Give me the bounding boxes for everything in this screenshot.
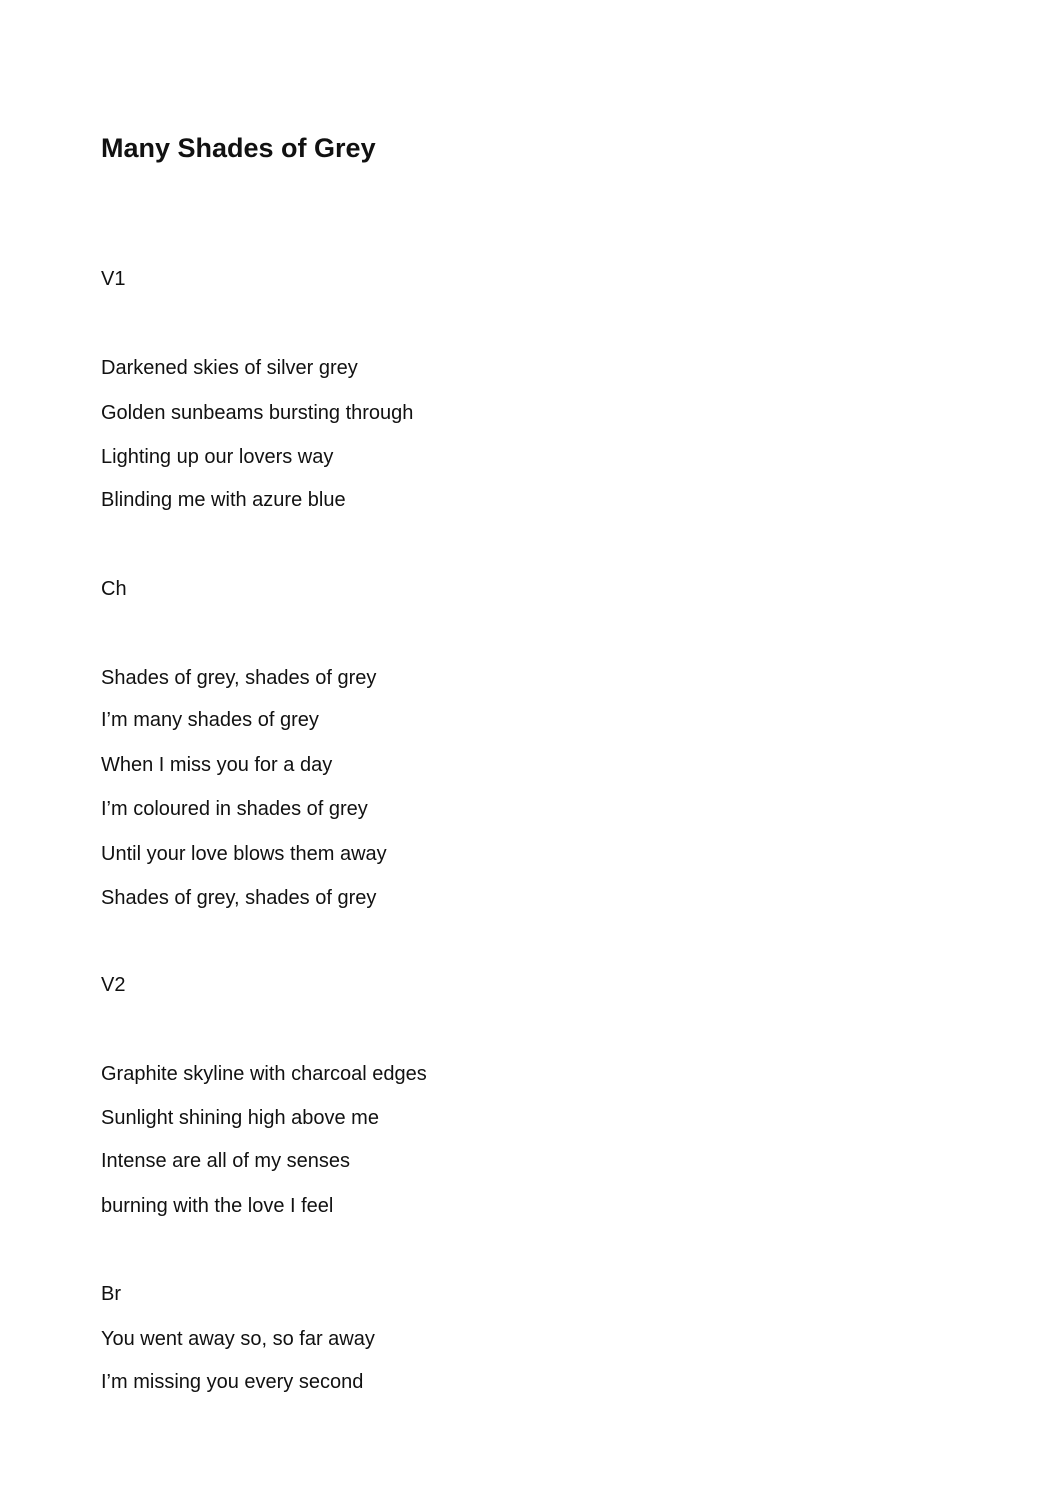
lyric-line: Shades of grey, shades of grey	[101, 887, 377, 909]
song-title: Many Shades of Grey	[101, 133, 376, 163]
lyric-line: Sunlight shining high above me	[101, 1107, 379, 1129]
lyric-line: burning with the love I feel	[101, 1195, 334, 1217]
lyric-line: Blinding me with azure blue	[101, 489, 346, 511]
lyric-line: I’m coloured in shades of grey	[101, 798, 368, 820]
lyric-line: Lighting up our lovers way	[101, 446, 334, 468]
section-label-br: Br	[101, 1283, 121, 1305]
section-label-v1: V1	[101, 268, 126, 290]
section-label-ch: Ch	[101, 578, 127, 600]
lyric-line: Darkened skies of silver grey	[101, 357, 358, 379]
lyric-line: You went away so, so far away	[101, 1328, 375, 1350]
lyric-line: When I miss you for a day	[101, 754, 333, 776]
lyric-line: Graphite skyline with charcoal edges	[101, 1063, 427, 1085]
lyric-line: Shades of grey, shades of grey	[101, 667, 377, 689]
lyric-line: Golden sunbeams bursting through	[101, 402, 414, 424]
lyric-line: Until your love blows them away	[101, 843, 387, 865]
section-label-v2: V2	[101, 974, 126, 996]
lyric-line: I’m missing you every second	[101, 1371, 364, 1393]
lyric-line: I’m many shades of grey	[101, 709, 319, 731]
lyric-line: Intense are all of my senses	[101, 1150, 351, 1172]
